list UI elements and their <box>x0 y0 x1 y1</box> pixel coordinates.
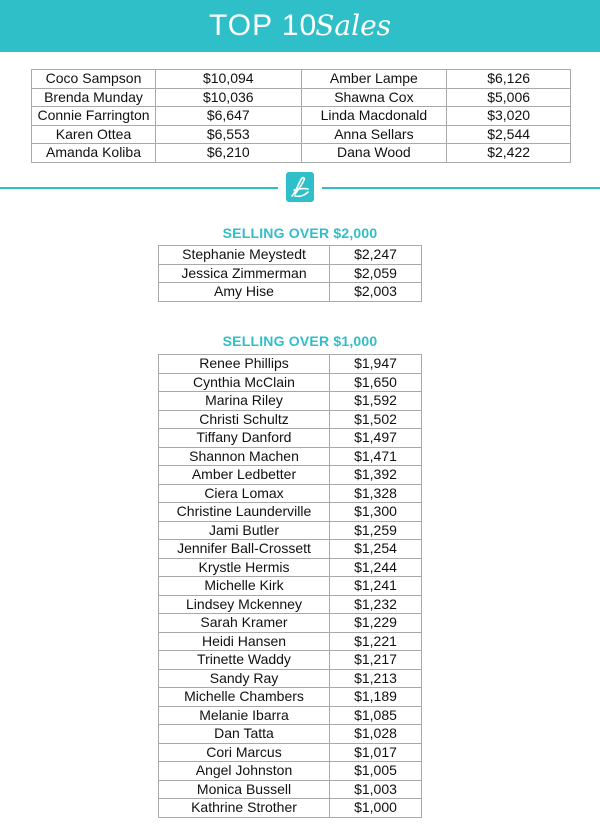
seller-amount: $1,221 <box>330 632 422 651</box>
table-row <box>159 743 422 762</box>
over-1000-table <box>158 354 422 818</box>
table-row <box>159 392 422 411</box>
table-row <box>159 558 422 577</box>
seller-amount: $1,259 <box>330 521 422 540</box>
seller-amount: $1,217 <box>330 651 422 670</box>
seller-amount: $1,003 <box>330 780 422 799</box>
seller-name: Jennifer Ball-Crossett <box>159 540 330 559</box>
table-row <box>159 355 422 374</box>
table-row <box>159 283 422 302</box>
seller-name: Amy Hise <box>159 283 330 302</box>
seller-name: Coco Sampson <box>32 70 156 89</box>
seller-name: Angel Johnston <box>159 762 330 781</box>
seller-name: Marina Riley <box>159 392 330 411</box>
table-row <box>159 632 422 651</box>
divider-line-left <box>0 187 278 189</box>
seller-name: Anna Sellars <box>301 125 447 144</box>
seller-name: Monica Bussell <box>159 780 330 799</box>
seller-name: Dana Wood <box>301 144 447 163</box>
seller-amount: $1,229 <box>330 614 422 633</box>
seller-amount: $6,126 <box>447 70 571 89</box>
table-row <box>159 410 422 429</box>
seller-amount: $2,059 <box>330 264 422 283</box>
seller-amount: $1,947 <box>330 355 422 374</box>
seller-amount: $2,422 <box>447 144 571 163</box>
seller-amount: $1,244 <box>330 558 422 577</box>
table-row <box>32 107 571 126</box>
title-script: Sales <box>315 9 392 42</box>
seller-name: Tiffany Danford <box>159 429 330 448</box>
table-row <box>32 125 571 144</box>
seller-name: Christi Schultz <box>159 410 330 429</box>
table-row <box>159 799 422 818</box>
seller-amount: $1,254 <box>330 540 422 559</box>
seller-amount: $1,471 <box>330 447 422 466</box>
seller-name: Cori Marcus <box>159 743 330 762</box>
table-row <box>32 70 571 89</box>
seller-name: Amanda Koliba <box>32 144 156 163</box>
seller-amount: $1,502 <box>330 410 422 429</box>
table-row <box>159 540 422 559</box>
seller-amount: $1,650 <box>330 373 422 392</box>
seller-amount: $5,006 <box>447 88 571 107</box>
table-row <box>159 466 422 485</box>
table-row <box>159 780 422 799</box>
over-2000-table <box>158 245 422 302</box>
table-row <box>159 373 422 392</box>
seller-amount: $10,036 <box>156 88 301 107</box>
table-row <box>159 264 422 283</box>
table-row <box>159 762 422 781</box>
section-title-over-2000: SELLING OVER $2,000 <box>222 225 378 241</box>
seller-amount: $3,020 <box>447 107 571 126</box>
table-row <box>159 669 422 688</box>
seller-amount: $1,497 <box>330 429 422 448</box>
seller-amount: $1,213 <box>330 669 422 688</box>
seller-name: Krystle Hermis <box>159 558 330 577</box>
seller-amount: $1,000 <box>330 799 422 818</box>
table-row <box>159 651 422 670</box>
divider-line-right <box>322 187 600 189</box>
table-row <box>159 725 422 744</box>
seller-amount: $10,094 <box>156 70 301 89</box>
seller-name: Melanie Ibarra <box>159 706 330 725</box>
seller-name: Shawna Cox <box>301 88 447 107</box>
table-row <box>159 484 422 503</box>
seller-name: Stephanie Meystedt <box>159 246 330 265</box>
seller-name: Dan Tatta <box>159 725 330 744</box>
seller-name: Christine Launderville <box>159 503 330 522</box>
seller-amount: $1,189 <box>330 688 422 707</box>
seller-amount: $6,647 <box>156 107 301 126</box>
seller-amount: $1,017 <box>330 743 422 762</box>
seller-name: Renee Phillips <box>159 355 330 374</box>
table-row <box>159 595 422 614</box>
seller-name: Karen Ottea <box>32 125 156 144</box>
table-row <box>159 706 422 725</box>
logo-icon <box>284 170 316 204</box>
top10-table <box>31 69 571 163</box>
seller-name: Lindsey Mckenney <box>159 595 330 614</box>
seller-amount: $1,592 <box>330 392 422 411</box>
page-title <box>0 9 600 43</box>
seller-name: Michelle Kirk <box>159 577 330 596</box>
table-row <box>159 688 422 707</box>
title-main: TOP 10 <box>208 9 318 42</box>
seller-name: Amber Lampe <box>301 70 447 89</box>
seller-name: Heidi Hansen <box>159 632 330 651</box>
seller-amount: $2,003 <box>330 283 422 302</box>
seller-name: Shannon Machen <box>159 447 330 466</box>
seller-name: Brenda Munday <box>32 88 156 107</box>
table-row <box>159 521 422 540</box>
table-row <box>159 246 422 265</box>
seller-name: Jami Butler <box>159 521 330 540</box>
seller-amount: $1,392 <box>330 466 422 485</box>
seller-amount: $2,247 <box>330 246 422 265</box>
seller-name: Kathrine Strother <box>159 799 330 818</box>
seller-amount: $6,553 <box>156 125 301 144</box>
table-row <box>32 144 571 163</box>
seller-name: Trinette Waddy <box>159 651 330 670</box>
table-row <box>159 577 422 596</box>
table-row <box>32 88 571 107</box>
seller-name: Ciera Lomax <box>159 484 330 503</box>
table-row <box>159 503 422 522</box>
seller-name: Connie Farrington <box>32 107 156 126</box>
seller-amount: $1,005 <box>330 762 422 781</box>
seller-amount: $1,300 <box>330 503 422 522</box>
table-row <box>159 447 422 466</box>
table-row <box>159 429 422 448</box>
seller-name: Cynthia McClain <box>159 373 330 392</box>
section-title-over-1000: SELLING OVER $1,000 <box>222 333 378 349</box>
seller-amount: $1,328 <box>330 484 422 503</box>
seller-amount: $1,028 <box>330 725 422 744</box>
seller-name: Sandy Ray <box>159 669 330 688</box>
seller-amount: $1,232 <box>330 595 422 614</box>
seller-name: Jessica Zimmerman <box>159 264 330 283</box>
seller-amount: $2,544 <box>447 125 571 144</box>
seller-amount: $1,241 <box>330 577 422 596</box>
seller-name: Sarah Kramer <box>159 614 330 633</box>
header-banner <box>0 0 600 52</box>
seller-name: Linda Macdonald <box>301 107 447 126</box>
table-row <box>159 614 422 633</box>
seller-name: Amber Ledbetter <box>159 466 330 485</box>
seller-amount: $1,085 <box>330 706 422 725</box>
seller-name: Michelle Chambers <box>159 688 330 707</box>
seller-amount: $6,210 <box>156 144 301 163</box>
